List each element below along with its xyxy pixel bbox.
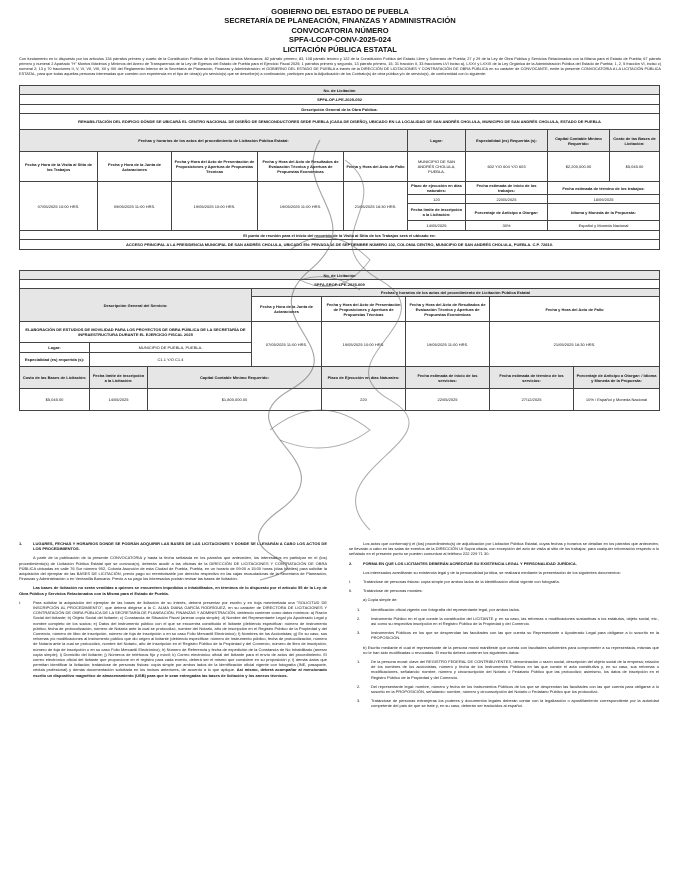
a2-number: 2. [357,615,361,621]
section-2-item-i [349,579,659,584]
t2-h-resultados: Fecha y Hora del Acto de Resultados de Evaluación Técnica y Apertura de Propuestas Económicas [406,297,490,322]
t2-h-plazo: Plazo de Ejecución en días Naturales: [322,367,406,389]
t1-h-resultados: Fecha y Hora del Acto de Resultados de Evaluación Técnica y Apertura de Propuestas Económicas [258,152,344,182]
section-1-paragraph-2: Las bases de licitación no serán vendidas a quienes se encuentren impedidos o inhabilitados, en términos de lo dispuesto por el artículo 55 de la Ley de Obra Pública y Servicios Relacionados con la Misma para el Estado de Puebla. [19,585,327,596]
b2-number: 2. [357,683,361,689]
s2-item-i-text: Tratándose de personas físicas: copia simple por ambos lados de la identificación oficial vigente con fotografía. [363,579,560,585]
t2-v-plazo: 220 [322,389,406,411]
t2-esp-value: C1.1 Y/O C1.4 [90,353,252,367]
t1-h-visita: Fecha y Hora de la Visita al Sitio de los Trabajos [20,152,98,182]
t2-v-termino: 27/12/2025 [490,389,574,411]
t1-h-anticipo: Porcentaje de Anticipo a Otorgar: [466,204,548,221]
t2-desc-label: Descripción General del Servicio: [20,289,252,322]
intro-paragraph: Con fundamento en lo dispuesto por los artículos 134 párrafos primero y cuarto de la Constitución Política de los Estados Unidos Mexicanos; 82 párrafo primero, 83, 108 párrafo tercero y 122 de la Constitución Política del Estado Libre y Soberano de Puebla; 27 y 29 de la Ley de Obra Pública y Servicios Relacionados con la Misma para el Estado de Puebla; 67 párrafo primero y numeral 2 Apartado "H" Montos Máximos y Mínimos del Anexo de Transparencia de la Ley de Egresos del Estado de Puebla para el Ejercicio Fiscal 2025; 1 párrafos primero y segundo, 13 párrafo primero, 15, 31 fracción II, 33 fracciones LVI inciso a), LXXV y LXXIX de la Ley Orgánica de la Administración Pública del Estado de Puebla; 1, 2, 5 fracción VI, inciso c) numeral 2; 13 y 70 fracciones II, V, VI, VII, VIII, XII y XIII del Reglamento Interior de la Secretaría de Planeación, Finanzas y Administración; el GOBIERNO DEL ESTADO DE PUEBLA a través de la DIRECCIÓN DE LICITACIONES Y CONTRATACIÓN DE OBRA PÚBLICA en su carácter de CONVOCANTE, emite la presente CONVOCATORIA A LA LICITACIÓN PÚBLICA ESTATAL, para que todas aquellas personas interesadas que cuenten con experiencia en el tipo de obra(s) y/o servicio(s) que se describe(n) a continuación, participen para la Adjudicación de los Contrato(s) de obra pública y/o de servicio(s), de conformidad con lo siguiente: [19,57,661,77]
t1-h-capital: Capital Contable Mínimo Requerido: [548,130,610,152]
t2-v-idioma: Español y Moneda Nacional [597,397,648,403]
t1-punto-label: El punto de reunión para el inicio del recorrido de la Visita al Sitio de los Trabajos será el ubicado en: [20,231,660,240]
t1-no-value: SPFA-OP-LPE-2025-052 [20,95,660,105]
section-2-heading: FORMA EN QUE LOS LICITANTES DEBERÁN ACREDITAR SU EXISTENCIA LEGAL Y PERSONALIDAD JURÍDICA. [363,560,577,566]
t2-v-junta: 07/05/2025 11:00 HRS. [252,322,322,367]
section-1-number: 1. [19,541,23,546]
t1-v-limite: 14/05/2025 [408,221,466,231]
t2-h-junta: Fecha y Hora de la Junta de Aclaraciones [252,297,322,322]
b1-number: 1. [357,659,361,665]
t1-desc-label: Descripción General de la Obra Pública: [20,105,660,114]
a3-text: Instrumentos Públicos en los que se desprendan las facultades con las que cuenta su Representante o Apoderado Legal para obligarse a lo suscrito en la PROPOSICIÓN. [371,630,659,641]
s2-item-ii-number: II. [349,588,353,594]
b3-text: Tratándose de personas extranjeras los poderes y documentos legales deberán contar con la legalización o apostillamiento correspondiente por la autoridad competente del país de que se trate y, en su caso, deberán ser traducidos al español. [371,698,659,709]
t1-h-inicio: Fecha estimada de inicio de los trabajos: [466,182,548,195]
t1-v-especialidad: 602 Y/O 604 Y/O 603 [466,152,548,182]
sub-a-item-3 [349,630,659,640]
t1-v-presentacion: 19/05/2025 10:00 HRS. [172,182,258,231]
t2-group-label: Fechas y horarios de los actos del procedimiento de Licitación Pública Estatal [252,289,660,297]
item-i-text: Para solicitar la adquisición del ejemplar de las bases de licitación de su interés, deberá presentar por escrito y en hoja membretada una "SOLICITUD DE INSCRIPCIÓN AL PROCEDIMIENTO", que deberá dirigirse a la C. ALMA DIANA GARCÍA RODRÍGUEZ, en su carácter de DIRECTORA DE LICITACIONES Y CONTRATACIÓN DE OBRA PÚBLICA DE LA SECRETARÍA DE PLANEACIÓN, FINANZAS Y ADMINISTRACIÓN, debiendo contener como datos mínimos: a) Razón Social del licitante; b) Objeto Social del licitante; c) Constancia de Situación Fiscal (anexar copia simple); d) Nombre del Representante Legal y/o Apoderado Legal y nombre completo de los socios; e) Datos del instrumento público con el que se encuentra constituido el licitante (debiendo especificar: número de instrumento público, fecha de protocolización, número de Notaría ante la cual se protocolizó, nombre del Notario, año de inscripción en el Registro Público de la Propiedad y del Comercio, número de libro de inscripción, número de foja de inscripción o en su caso Folio Mercantil Electrónico); f) Nombres de los Accionistas; g) En su caso, sus reformas y/o modificaciones al instrumento público que dio origen al licitante (debiendo especificar: número de instrumento público, fecha de protocolización, número de Notaría ante la cual se protocolizó, nombre del Notario, año de inscripción en el Registro Público de la Propiedad y del Comercio, número de libro de inscripción, número de foja de inscripción o en su caso Folio Mercantil Electrónico); h) Número de Referencia y fecha de expedición de la Constancia de No Inhabilitado (anexar copia simple); i) Domicilio del licitante; j) Números de teléfonos fijo y móvil; k) Correo electrónico oficial del licitante para el envío de actos del procedimiento. El correo electrónico oficial del licitante que proporcione en el registro para cada evento, deberá ser el mismo que considere en su proposición y, l) demás datos que permitan identificar la licitación; tratándose de personas físicas: copia simple por ambos lados de la identificación oficial vigente con fotografía (INE, pasaporte, cédula profesional) y demás documentación solicitada en los incisos anteriores, de acuerdo a lo que aplique. [33,599,327,673]
header-convocatoria: CONVOCATORIA NÚMERO [291,25,389,35]
t2-h-termino: Fecha estimada de término de los servicios: [490,367,574,389]
a3-number: 3. [357,630,361,636]
t1-v-inicio: 22/05/2025 [466,195,548,204]
t1-punto-value: ACCESO PRINCIPAL A LA PRESIDENCIA MUNICIPAL DE SAN ANDRÉS CHOLULA, UBICADO EN: PRIVADA 16 DE SEPTIEMBRE NÚMERO 102, COLONIA CENTRO, MUNICIPIO DE SAN ANDRÉS CHOLULA, PUEBLA. C.P. 72810. [20,240,660,250]
t1-v-costo: $5,045.00 [610,152,660,182]
sub-b-item-1 [349,659,659,680]
t2-desc-value: ELABORACIÓN DE ESTUDIOS DE MOVILIDAD PARA LOS PROYECTOS DE OBRA PÚBLICA DE LA SECRETARÍA DE INFRAESTRUCTURA DURANTE EL EJERCICIO FISCAL 2025 [20,322,252,343]
t1-h-termino: Fecha estimada de término de los trabajos: [548,182,660,195]
a2-text: Instrumento Público en el que conste la constitución del LICITANTE y, en su caso, las reformas o modificaciones sustantivas a los estatutos, objeto social, etc., así como su respectiva inscripción en el Registro Público de la Propiedad y del Comercio. [371,615,659,627]
sub-b-item-3 [349,698,659,708]
t1-h-limite: Fecha límite de inscripción a la Licitación: [408,204,466,221]
t2-v-fallo: 21/05/2025 16:30 HRS. [490,322,660,367]
t2-v-resultados: 19/05/2025 11:00 HRS. [406,322,490,367]
header-convocatoria-number: SPFA-LCOP-CONV-2025-024 [288,35,392,45]
right-paragraph-1: Los actos que conforma(n) el (los) procedimiento(s) de adjudicación por Licitación Pública Estatal, cuyas fechas y horarios se detallan en los párrafos que anteceden, se llevarán a cabo en las salas de eventos de la DIRECCIÓN Ut Supra citada, con excepción del acto de visita al sitio de los trabajos; para cualquier información respecto a lo señalado en el presente punto se pueden comunicar al teléfono 222 229 71 30. [349,541,659,557]
t1-v-visita: 07/05/2025 10:00 HRS. [20,182,98,231]
t2-v-presentacion: 19/05/2025 10:00 HRS. [322,322,406,367]
licitacion-table-1 [19,85,660,250]
t2-esp-label: Especialidad (es) requerida (s): [20,353,90,367]
t2-h-anticipo: Porcentaje de Anticipo a Otorgar: [576,372,641,378]
t1-h-costo: Costo de las Bases de Licitación: [610,130,660,152]
t1-h-fallo: Fecha y Hora del Acto de Fallo [344,152,408,182]
header-government: GOBIERNO DEL ESTADO DE PUEBLA [271,7,409,16]
t2-h-presentacion: Fecha y Hora del Acto de Presentación de Proposiciones y Apertura de Propuestas Técnicas [322,297,406,322]
section-2-paragraph: Los interesados acreditarán su existencia legal y de la personalidad jurídica, se realizará mediante la presentación de los siguientes documentos: [363,569,621,575]
section-1-paragraph-1: A partir de la publicación de la presente CONVOCATORIA y hasta la fecha señalada en los párrafos que anteceden, los interesados en participar en el (los) procedimiento(s) de Licitación Pública Estatal que se convoca(n), deberán acudir a las oficinas de la DIRECCIÓN DE LICITACIONES Y CONTRATACIÓN DE OBRA PÚBLICA ubicadas en calle 76 Sur número 902, Colonia Asunción de esta Ciudad de Puebla, Puebla, en un horario de 09:00 a 15:00 horas (días hábiles) para solicitar la adquisición del ejemplar de las BASES DE LICITACIÓN, previo pago no reembolsable por derecho respectivo en las cajas recaudadoras de la Secretaría de Planeación, Finanzas y Administración o en Ventanilla Bancaria. Previo a su pago los interesados podrán revisar las bases de licitación. [19,555,327,582]
t2-h-inicio: Fecha estimada de inicio de los servicios: [406,367,490,389]
header-licitacion-type: LICITACIÓN PÚBLICA ESTATAL [283,44,397,54]
t2-v-capital: $1,800,000.00 [148,389,322,411]
t1-v-fallo: 21/05/2025 16:30 HRS. [344,182,408,231]
section-1-item-i [19,600,327,678]
t2-h-idioma: Idioma y Moneda de la Propuesta: [591,372,657,383]
t2-h-fallo: Fecha y Hora del Acto de Fallo [490,297,660,322]
t2-h-capital: Capital Contable Mínimo Requerido: [148,367,322,389]
t1-h-lugar: Lugar: [408,130,466,152]
licitacion-table-2 [19,270,660,411]
header-secretariat: SECRETARÍA DE PLANEACIÓN, FINANZAS Y ADMINISTRACIÓN [224,16,456,26]
t1-v-junta: 09/05/2025 11:00 HRS. [98,182,172,231]
item-i-number: I. [19,599,22,605]
t1-desc-value: REHABILITACIÓN DEL EDIFICIO DÓNDE SE UBICARÁ EL CENTRO NACIONAL DE DISEÑO DE SEMICONDUCTORES SEDE PUEBLA (CASA DE DISEÑO), UBICADO EN LA LOCALIDAD DE SAN ANDRÉS CHOLULA, MUNICIPIO DE SAN ANDRÉS CHOLULA, ESTADO DE PUEBLA [20,114,660,130]
a1-number: 1. [357,606,361,612]
section-2-item-ii [349,588,659,593]
t2-h-limite: Fecha límite de inscripción a la Licitación: [90,367,148,389]
t1-h-junta: Fecha y Hora de la Junta de Aclaraciones [98,152,172,182]
sub-b-item-2 [349,684,659,694]
right-column [349,541,659,713]
t2-h-anticipo-idioma: Porcentaje de Anticipo a Otorgar: / Idioma y Moneda de la Propuesta: [574,367,660,389]
t1-v-resultados: 19/05/2025 11:00 HRS. [258,182,344,231]
t1-group-label: Fechas y horarios de los actos del procedimiento de Licitación Pública Estatal: [20,130,408,152]
left-column [19,541,327,682]
t1-h-presentacion: Fecha y Hora del Acto de Presentación de Proposiciones y Apertura de Propuestas Técnicas [172,152,258,182]
section-1-title [19,541,327,551]
t2-v-anticipo: 10% [585,397,594,403]
b1-text: De la persona moral: clave del REGISTRO FEDERAL DE CONTRIBUYENTES, denominación o razón social, descripción del objeto social de la empresa; relación de los nombres de los accionistas, número y fecha de los Instrumentos Públicos en las que conste el acta constitutiva y, en su caso, sus reformas o modificaciones, señalando: nombre, número y circunscripción del Notario o Fedatario Público que las protocolizó; asimismo, los datos de inscripción en el Registro Público de la Propiedad y del Comercio. [371,659,659,680]
s2-item-ii-text: Tratándose de personas morales: [363,588,423,594]
a1-text: Identificación oficial vigente con fotografía del representante legal, por ambos lados. [371,606,520,612]
section-1-heading: LUGARES, FECHAS Y HORARIOS DONDE SE PODRÁN ADQUIRIR LAS BASES DE LAS LICITACIONES Y DONDE SE LLEVARÁN A CABO LOS ACTOS DE LOS PROCEDIMIENTOS. [33,541,327,552]
t1-v-lugar: MUNICIPIO DE SAN ANDRÉS CHOLULA, PUEBLA. [408,152,466,182]
b3-number: 3. [357,698,361,704]
sub-a-item-1 [349,607,659,612]
section-2-number: 2. [349,560,353,566]
sub-a-item-2 [349,616,659,626]
t2-v-anticipo-idioma: 10% / Español y Moneda Nacional [574,389,660,411]
t1-h-especialidad: Especialidad (es) Requerida (s): [466,130,548,152]
t1-h-plazo: Plazo de ejecución en días naturales: [408,182,466,195]
t1-v-anticipo: 30% [466,221,548,231]
t1-v-termino: 18/09/2025 [548,195,660,204]
document-header [0,0,680,54]
b2-text: Del representante legal: nombre, número y fecha de los Instrumentos Públicos de los que se desprendan las facultades con las que cuenta para obligarse a lo suscrito en la PROPOSICIÓN, señalando: nombre, número y circunscripción del Notario o Fedatario Público que los protocolizó. [371,683,659,695]
t2-v-inicio: 22/05/2025 [406,389,490,411]
t1-v-idioma: Español y Moneda Nacional [548,221,660,231]
t1-v-plazo: 120 [408,195,466,204]
t2-no-label: No. de Licitación [20,271,660,280]
t1-v-capital: $2,200,000.00 [548,152,610,182]
t2-lugar-label: Lugar: [20,343,90,353]
t2-lugar-value: MUNICIPIO DE PUEBLA, PUEBLA. [90,343,252,353]
t2-no-value: SPFA-SROP-LPE-2025-009 [20,280,660,289]
section-2-title [349,561,659,566]
t1-no-label: No. de Licitación [20,86,660,95]
t2-v-limite: 14/05/2025 [90,389,148,411]
sub-b-heading: b) Escrito mediante el cual el representante de la persona moral manifieste que cuenta con facultades suficientes para comprometer a su representada, mismas que no le han sido modificadas o revocadas. El escrito deberá contener los siguientes datos: [363,644,659,655]
t1-h-idioma: Idioma y Moneda de la Propuesta: [548,204,660,221]
t2-v-costo: $5,045.00 [20,389,90,411]
sub-a-heading: a) Copia simple de: [363,597,398,603]
item-i-tail: Así mismo, deberá acompañar al mencionado escrito un dispositivo magnético de almacenamiento (USB) para que le sean entregadas las bases de licitación y los anexos técnicos. [33,667,327,678]
s2-item-i-number: I. [349,579,352,585]
t2-h-costo: Costo de las Bases de Licitación: [20,367,90,389]
